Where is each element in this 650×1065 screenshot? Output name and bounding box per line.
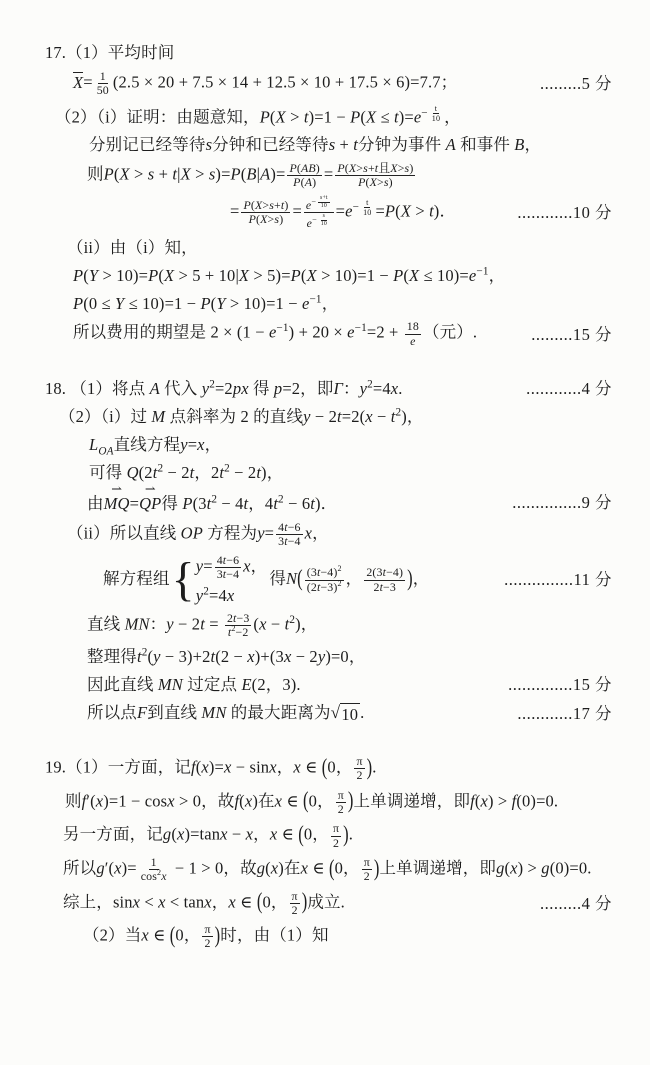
math-italic: t <box>273 494 279 514</box>
math-italic: s <box>147 164 155 184</box>
math-italic: y <box>303 407 311 427</box>
math-italic: x <box>161 869 167 884</box>
question-block-18 <box>45 378 612 725</box>
math-italic: y <box>317 647 326 666</box>
line-content: 因此直线 MN 过定点 E(2，3). <box>87 675 301 694</box>
square-root: √ 10 <box>330 702 359 724</box>
math-italic: x <box>243 556 251 576</box>
fraction: $\frac{s+t}{10}$ <box>320 195 328 209</box>
math-italic: x <box>228 892 236 912</box>
math-italic: M <box>151 407 166 427</box>
math-italic: t <box>284 533 288 548</box>
solution-line <box>45 646 612 668</box>
math-italic: t <box>200 614 205 634</box>
math-italic: px <box>232 379 249 399</box>
math-italic: y <box>180 435 188 455</box>
line-content: 17.（1）平均时间 <box>45 43 175 63</box>
math-italic: y <box>195 556 204 576</box>
math-italic: X <box>390 160 398 175</box>
line-content: 所以点F到直线 MN 的最大距离为 √ 10 . <box>87 702 365 724</box>
math-italic: x <box>176 824 185 844</box>
solution-line <box>45 789 612 817</box>
solution-line <box>45 481 612 514</box>
math-italic: t <box>243 494 249 514</box>
solution-line <box>45 195 612 230</box>
math-italic: y <box>153 647 161 666</box>
math-italic: X <box>369 174 377 189</box>
math-italic: A <box>445 134 456 154</box>
line-content: （ii）由（i）知， <box>67 237 198 257</box>
line-content: 另一方面，记g(x)=tanx − x，x ∈ (0， $\frac{\pi}{2}$ ). <box>63 820 354 850</box>
big-paren: ) <box>373 854 380 881</box>
math-italic: t <box>136 647 142 666</box>
math-italic: P <box>73 293 84 313</box>
math-italic: P <box>293 174 301 189</box>
big-paren: ) <box>214 921 221 948</box>
big-paren: ( <box>297 564 303 592</box>
math-italic: y <box>257 523 265 543</box>
math-italic: t <box>337 407 342 427</box>
math-italic: X <box>119 164 130 184</box>
math-italic: A <box>304 174 313 189</box>
math-italic: x <box>480 791 488 811</box>
line-content: （ii）所以直线 OP 方程为y= $\frac{4t-6}{3t-4}$ x， <box>67 519 329 548</box>
math-italic: t <box>390 407 396 427</box>
solution-line <box>45 134 612 156</box>
math-italic: s <box>404 160 410 175</box>
math-italic: g <box>162 824 172 844</box>
math-italic: t <box>429 201 434 221</box>
math-italic: B <box>514 134 525 154</box>
math-italic: X <box>365 107 377 127</box>
math-italic: X <box>254 198 263 213</box>
fraction: $\frac{18}{e}$ <box>406 319 419 348</box>
math-italic: t <box>152 463 158 483</box>
math-italic: t <box>210 647 216 666</box>
line-content: $L_{OA}$直线方程y=x， <box>89 435 222 458</box>
big-paren: ( <box>303 787 309 814</box>
math-italic: t <box>316 579 321 594</box>
fraction: $\frac{1}{50}$ <box>96 69 109 98</box>
math-italic: t <box>310 494 315 514</box>
math-italic: A <box>149 379 160 399</box>
math-italic: x <box>132 892 141 912</box>
overline <box>73 72 83 91</box>
math-italic: MN <box>124 614 150 634</box>
fraction: $\frac{2(3t-4)}{2t-3}$ <box>366 565 404 594</box>
solution-line <box>45 378 612 400</box>
fraction: $\frac{t}{10}$ <box>431 103 441 123</box>
math-italic: y <box>166 614 174 634</box>
solution-line <box>45 264 612 286</box>
math-italic: e <box>413 107 422 127</box>
big-paren: ( <box>256 887 263 915</box>
score-marker: .........4 分 <box>540 893 612 913</box>
math-italic: P <box>248 212 257 227</box>
big-paren: ) <box>347 787 354 814</box>
math-italic: X <box>275 107 286 127</box>
big-paren: ) <box>407 564 413 592</box>
math-italic: P <box>393 265 404 285</box>
score-marker: ............17 分 <box>517 703 612 723</box>
solution-line <box>45 42 612 64</box>
math-italic: y <box>195 585 204 605</box>
big-paren: ( <box>298 820 304 848</box>
math-italic: t <box>284 614 290 634</box>
line-content: = $\frac{P(X>s+t)}{P(X>s)}$ = $e^{- \frac{s+t}{10}}$ $e^{- \frac{s}{10}}$ $=e^{- \frac{t}{10}}$ =P(X > t)． <box>230 195 457 231</box>
math-italic: x <box>201 757 209 777</box>
line-content: 解方程组 { y= $\frac{4t-6}{3t-4}$ x， $y^2=4x$ 得N( $\frac{(3t-4)^2}{(2t-3)^2}$ ， $\frac{2(3t-4)}{2t-3}$ )， <box>103 552 430 606</box>
line-content: $P(0 \le Y \le 10)=1 - P(Y > 10)=1 - e^{-1}$， <box>73 293 339 313</box>
math-italic: X <box>164 265 175 285</box>
math-italic: P <box>148 265 159 285</box>
fraction: $\frac{s}{10}$ <box>320 213 327 227</box>
solution-line <box>45 462 612 484</box>
math-italic: s <box>208 164 216 184</box>
math-italic: g <box>541 858 550 878</box>
line-content: 综上，sinx < x < tanx，x ∈ (0， $\frac{\pi}{2}$ )成立. <box>63 887 345 917</box>
math-italic: p <box>273 379 283 399</box>
fraction: $\frac{\pi}{2}$ <box>363 854 370 884</box>
math-italic: f <box>470 791 475 811</box>
math-italic: MN <box>157 675 183 694</box>
math-italic: t <box>353 134 359 154</box>
math-italic: E <box>241 675 252 694</box>
math-italic: x <box>269 824 278 844</box>
big-paren: ( <box>321 753 328 781</box>
math-italic: x <box>269 757 277 777</box>
fraction: $\frac{\text{P(X>s+t且X>s)}}{P(X>s)}$ <box>337 160 414 189</box>
math-italic: B <box>246 164 257 184</box>
math-italic: s <box>269 198 275 213</box>
line-content: 由MQ ⇀ =QP ⇀ 得 $P(3t^2 - 4t$，$4t^2 - 6t$)． <box>87 481 338 514</box>
fraction: $\frac{\pi}{2}$ <box>356 754 363 783</box>
solution-line <box>45 162 612 190</box>
math-italic: P <box>230 164 241 184</box>
big-paren: ( <box>328 854 335 881</box>
math-italic: x <box>114 858 122 878</box>
math-italic: Q <box>126 463 139 483</box>
math-italic: P <box>182 494 193 514</box>
fraction: $\frac{1}{\cos^2x}$ <box>140 854 167 884</box>
math-solution-document <box>45 42 612 951</box>
math-italic: P <box>259 107 270 127</box>
solution-line <box>45 292 612 314</box>
math-italic: t <box>379 579 384 594</box>
math-italic: t <box>233 611 237 626</box>
fraction: $\frac{(3t-4)^2}{(2t-3)^2}$ <box>306 564 342 594</box>
line-content: 则f′(x)=1 − cosx > 0，故f(x)在x ∈ (0， $\frac{\pi}{2}$ )上单调递增，即f(x) > f(0)=0. <box>65 787 559 817</box>
question-block-17 <box>45 42 612 348</box>
math-italic: e <box>306 216 313 231</box>
math-italic: x <box>274 791 283 811</box>
fraction: $\frac{\pi}{2}$ <box>332 821 340 850</box>
math-italic: g <box>256 858 266 878</box>
solution-line <box>45 320 612 348</box>
math-italic: f <box>511 791 517 811</box>
fraction: $e^{- \frac{s+t}{10}}$ $e^{- \frac{s}{10}}$ <box>304 195 334 230</box>
math-italic: P <box>290 265 301 285</box>
math-italic: x <box>224 757 232 777</box>
math-italic: t <box>222 567 227 582</box>
solution-line <box>45 612 612 640</box>
math-italic: t <box>316 565 321 580</box>
math-italic: s <box>328 134 336 154</box>
math-italic: X <box>260 212 268 227</box>
vector-arrow: QP ⇀ <box>139 481 162 514</box>
score-marker: ............10 分 <box>517 203 612 223</box>
line-content: 直线 MN：y − 2t = $\frac{2t-3}{t^2-2}$ $(x - t^2)$， <box>87 611 318 640</box>
math-italic: t <box>303 107 309 127</box>
line-content: 可得 $Q(2t^2 - 2t$，$2t^2 - 2t$)， <box>89 462 284 483</box>
fraction: $\frac{4t-6}{3t-4}$ <box>216 553 240 582</box>
math-italic: x <box>220 824 228 844</box>
math-italic: x <box>293 757 301 777</box>
math-italic: t <box>222 553 227 568</box>
math-italic: s <box>363 160 368 175</box>
line-content: $P(Y > 10)=P(X > 5 + 10|X > 5)=P(X > 10)=1 - P(X \le 10)=e^{-1}$， <box>73 265 506 285</box>
math-italic: X <box>180 164 191 184</box>
solution-line <box>45 887 612 918</box>
math-italic: OP <box>180 523 203 543</box>
line-content: 分别记已经等待s分钟和已经等待s + t分钟为事件 A 和事件 B， <box>89 134 542 154</box>
fraction: $\frac{4t-6}{3t-4}$ <box>278 519 301 548</box>
math-italic: s <box>205 134 213 154</box>
score-marker: ............4 分 <box>526 379 612 399</box>
math-italic: e <box>305 198 312 213</box>
math-italic: MQ <box>103 494 130 514</box>
math-italic: e <box>345 201 353 221</box>
math-italic: y <box>201 379 210 399</box>
math-italic: L <box>89 435 99 455</box>
math-italic: x <box>197 435 205 455</box>
math-italic: Y <box>216 293 226 313</box>
math-italic: P <box>200 293 211 313</box>
math-italic: P <box>384 201 396 221</box>
math-italic: P <box>243 198 251 213</box>
math-italic: X <box>73 72 84 92</box>
math-italic: P <box>358 174 366 189</box>
math-italic: x <box>141 925 149 945</box>
math-italic: A <box>260 164 271 184</box>
math-italic: x <box>204 892 212 912</box>
fraction: $\frac{P(AB)}{P(A)}$ <box>289 160 320 189</box>
math-italic: t <box>284 519 288 534</box>
math-italic: e <box>301 293 310 313</box>
math-italic: t <box>382 565 387 580</box>
math-italic: X <box>238 265 250 285</box>
math-italic: e <box>410 333 416 348</box>
math-italic: QP <box>139 494 162 514</box>
score-marker: ..............15 分 <box>508 675 612 694</box>
math-italic: g <box>96 858 105 878</box>
math-italic: x <box>247 647 255 666</box>
score-marker: ...............9 分 <box>512 492 612 512</box>
math-italic: x <box>245 824 254 844</box>
line-content: 19.（1）一方面，记f(x)=x − sinx，x ∈ (0， $\frac{\pi}{2}$ ). <box>45 753 377 783</box>
solution-line <box>45 104 612 128</box>
math-italic: f <box>234 791 240 811</box>
line-content: X= $\frac{1}{50}$ (2.5 × 20 + 7.5 × 14 + 12.5 × 10 + 17.5 × 6)=7.7； <box>73 69 458 98</box>
math-italic: P <box>289 160 297 175</box>
vector-arrow: MQ ⇀ <box>103 481 130 514</box>
math-italic: t <box>172 164 178 184</box>
math-italic: P <box>350 107 361 127</box>
math-italic: x <box>167 791 175 811</box>
math-italic: e <box>268 323 277 343</box>
math-italic: N <box>285 568 298 588</box>
solution-line <box>45 702 612 725</box>
solution-line <box>45 70 612 98</box>
math-italic: x <box>244 791 253 811</box>
math-italic: x <box>226 585 235 605</box>
math-italic: t <box>256 463 262 483</box>
math-italic: x <box>283 647 292 666</box>
math-italic: t <box>206 494 212 514</box>
math-italic: t <box>227 625 232 640</box>
fraction: $\frac{2t-3}{t^2-2}$ <box>226 611 250 640</box>
line-content: 则P(X > s + t|X > s)=P(B|A)= $\frac{P(AB)}{P(A)}$ = $\frac{\text{P(X>s+t且X>s)}}{P(X>s)}$ <box>87 160 414 189</box>
fraction: $\frac{P(X>s+t)}{P(X>s)}$ <box>243 198 289 227</box>
math-italic: t <box>280 198 285 213</box>
math-italic: x <box>158 892 166 912</box>
big-paren: ) <box>301 887 308 915</box>
line-content: 整理得$t^2(y - 3)+2t(2 - x)+(3x - 2y)=0$， <box>87 646 366 666</box>
math-italic: g <box>496 858 505 878</box>
solution-line <box>45 521 612 549</box>
solution-line <box>45 822 612 850</box>
score-marker: ...............11 分 <box>504 570 612 590</box>
math-italic: y <box>359 379 368 399</box>
math-italic: AB <box>300 160 316 175</box>
big-paren: ( <box>169 921 176 948</box>
math-italic: P <box>337 160 345 175</box>
solution-line <box>45 674 612 696</box>
math-italic: x <box>510 858 518 878</box>
line-content: 所以g′(x)= $\frac{1}{\cos^2x}$ − 1 > 0，故g(x)在x ∈ (0， $\frac{\pi}{2}$ )上单调递增，即g(x) > g(0)=0. <box>63 854 592 884</box>
big-paren: ) <box>366 753 373 781</box>
math-italic: P <box>103 164 114 184</box>
math-italic: P <box>73 265 84 285</box>
equation-system: { y= $\frac{4t-6}{3t-4}$ x， $y^2=4x$ <box>171 552 268 606</box>
line-content: 18. （1）将点 A 代入 $y^2=2px$ 得 p=2，即Γ：$y^2=4x$. <box>45 378 403 399</box>
math-italic: X <box>409 265 420 285</box>
question-block-19 <box>45 755 612 951</box>
math-italic: x <box>390 379 399 399</box>
math-italic: X <box>348 160 357 175</box>
math-italic: x <box>95 791 104 811</box>
math-italic: OA <box>98 445 114 458</box>
fraction: $\frac{\pi}{2}$ <box>337 787 344 817</box>
math-italic: t <box>219 463 225 483</box>
math-italic: x <box>300 858 309 878</box>
fraction: $\frac{\pi}{2}$ <box>291 888 298 917</box>
math-italic: x <box>365 407 373 427</box>
solution-line <box>45 923 612 951</box>
math-italic: x <box>259 614 267 634</box>
line-content: （2）（i）证明：由题意知，$P(X > t)=1 - P(X \le t)=e^{- \frac{t}{10}}$ ， <box>55 103 461 127</box>
score-marker: .........15 分 <box>531 324 612 344</box>
math-italic: e <box>347 323 355 343</box>
line-content: （2）（i）过 M 点斜率为 2 的直线$y - 2t=2(x - t^2)$， <box>59 406 424 427</box>
math-italic: s <box>274 212 280 227</box>
big-paren: ) <box>343 820 349 848</box>
math-italic: X <box>400 201 412 221</box>
math-italic: f <box>191 757 196 777</box>
math-italic: s <box>383 174 389 189</box>
math-italic: Y <box>115 293 125 313</box>
score-marker: .........5 分 <box>540 74 612 94</box>
math-italic: f <box>81 791 87 811</box>
math-italic: Γ <box>333 379 344 399</box>
math-italic: t <box>189 463 195 483</box>
math-italic: x <box>270 858 279 878</box>
fraction: $\frac{\pi}{2}$ <box>204 922 211 951</box>
fraction: $\frac{t}{10}$ <box>363 198 372 218</box>
math-italic: F <box>136 702 148 722</box>
solution-line <box>45 554 612 606</box>
solution-line <box>45 856 612 884</box>
solution-line <box>45 755 612 783</box>
math-italic: MN <box>201 702 227 722</box>
solution-line <box>45 406 612 428</box>
math-italic: Y <box>88 265 99 285</box>
solution-line <box>45 236 612 258</box>
math-italic: e <box>468 265 477 285</box>
math-italic: t <box>374 160 379 175</box>
solution-line <box>45 434 612 456</box>
math-italic: t <box>393 107 399 127</box>
line-content: （2）当x ∈ (0， $\frac{\pi}{2}$ )时，由（1）知 <box>83 921 329 951</box>
line-content: 所以费用的期望是 $2 \times (1 - e^{-1}) + 20 \times e^{-1}=2$ + $\frac{18}{e}$ （元）. <box>73 319 478 348</box>
math-italic: x <box>304 523 313 543</box>
math-italic: X <box>306 265 317 285</box>
